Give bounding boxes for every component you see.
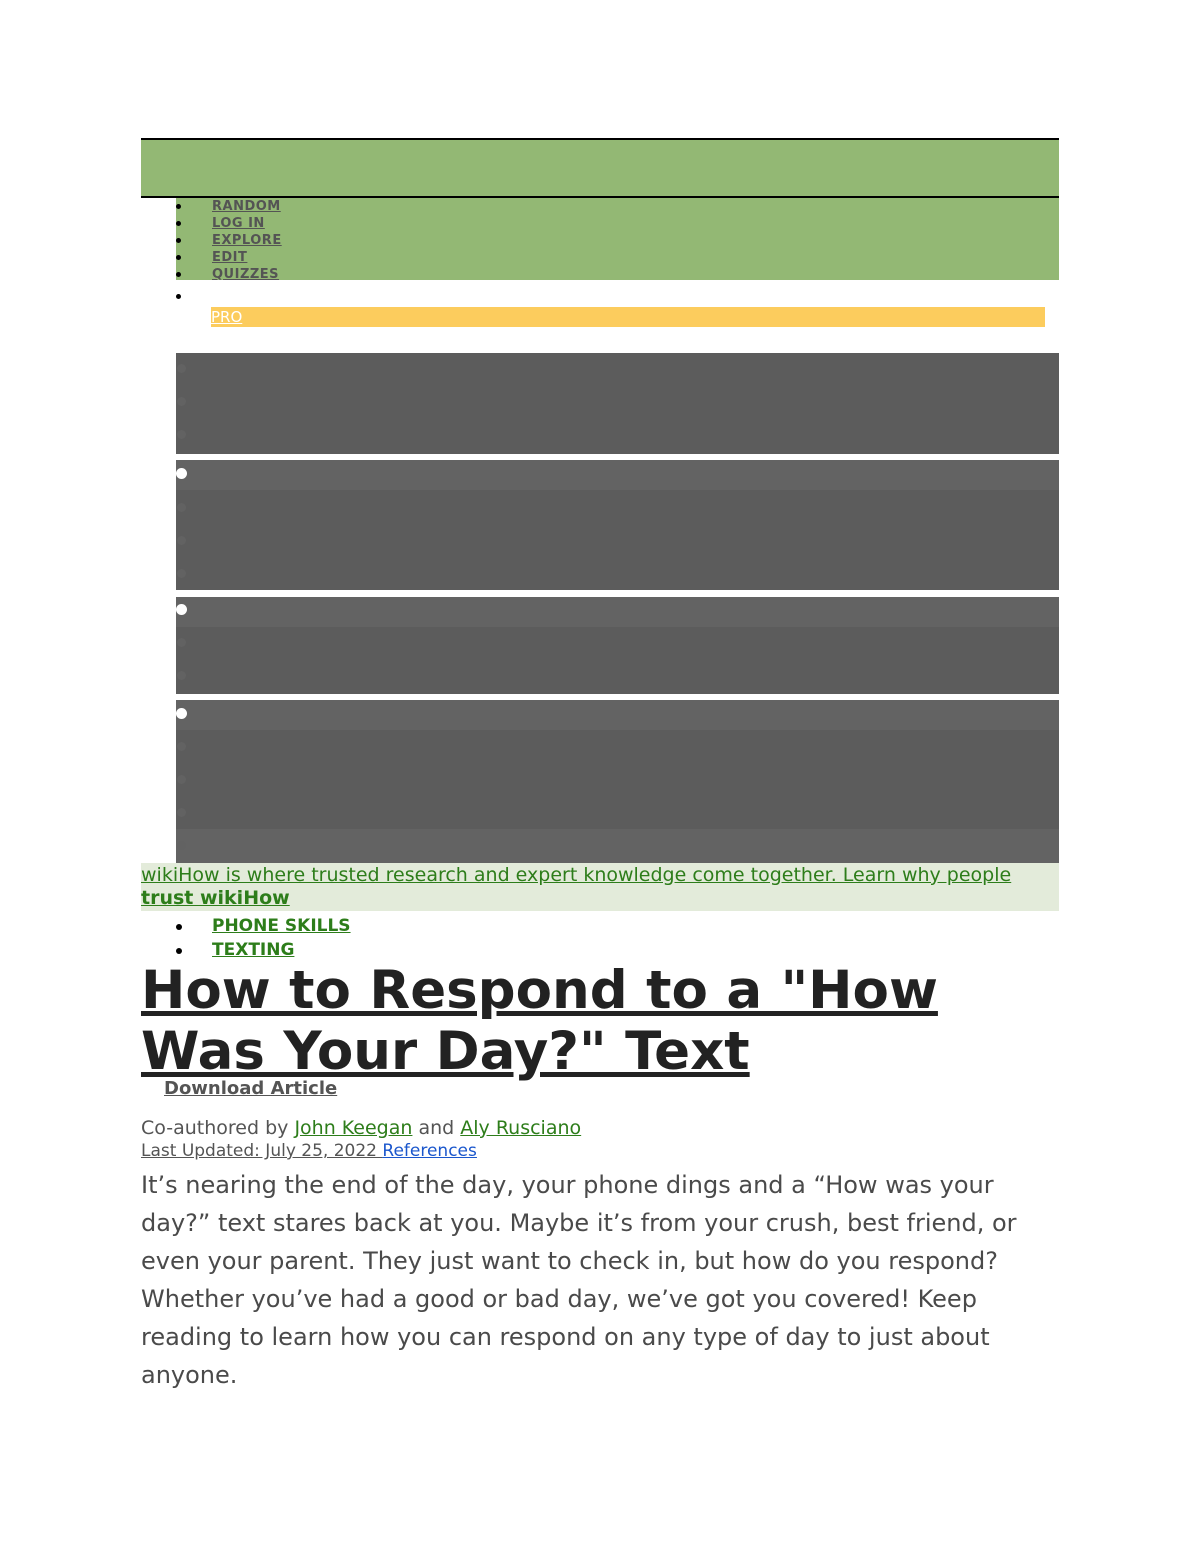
pro-link[interactable]: PRO bbox=[211, 308, 243, 326]
article-intro: It’s nearing the end of the day, your phone dings and a “How was your day?” text stares back at you. Maybe it’s from your crush, best friend, or even your parent. They just want to check in, but how do you respond? Whether you’ve had a good or bad day, we’ve got you covered! Keep reading to learn how you can respond on any type of day to just about anyone. bbox=[141, 1171, 1017, 1389]
nav-link-explore[interactable]: EXPLORE bbox=[212, 233, 282, 248]
main-nav bbox=[176, 198, 1059, 280]
bullet-icon bbox=[177, 430, 186, 439]
bullet-icon bbox=[176, 204, 181, 209]
nav-link-random[interactable]: RANDOM bbox=[212, 199, 281, 214]
breadcrumb-link-phone-skills[interactable]: PHONE SKILLS bbox=[212, 916, 351, 936]
nav-item-quizzes[interactable] bbox=[176, 266, 1059, 283]
bullet-icon bbox=[177, 742, 186, 751]
nav-item-random[interactable] bbox=[176, 198, 1059, 215]
byline-and: and bbox=[412, 1117, 461, 1139]
bullet-icon bbox=[176, 221, 181, 226]
nav-item-explore[interactable] bbox=[176, 232, 1059, 249]
last-updated-text: Last Updated: July 25, 2022 bbox=[141, 1141, 383, 1161]
bullet-icon bbox=[176, 294, 181, 299]
trust-banner[interactable] bbox=[141, 863, 1059, 911]
bullet-icon bbox=[176, 255, 181, 260]
trust-text: wikiHow is where trusted research and expert knowledge come together. Learn why people bbox=[141, 864, 1012, 886]
panel-header bbox=[176, 700, 1059, 730]
header-bar bbox=[141, 138, 1059, 198]
bullet-icon bbox=[177, 808, 186, 817]
menu-panel-3 bbox=[176, 597, 1059, 694]
bullet-icon bbox=[177, 841, 186, 850]
nav-item-login[interactable] bbox=[176, 215, 1059, 232]
panel-header bbox=[176, 597, 1059, 627]
author-link-john-keegan[interactable]: John Keegan bbox=[294, 1117, 413, 1139]
bullet-icon bbox=[177, 671, 186, 680]
bullet-icon bbox=[177, 536, 186, 545]
menu-panel-4 bbox=[176, 700, 1059, 863]
bullet-icon bbox=[176, 272, 181, 277]
byline-prefix: Co-authored by bbox=[141, 1117, 295, 1139]
byline bbox=[141, 1117, 581, 1139]
bullet-icon bbox=[176, 708, 187, 719]
nav-item-edit[interactable] bbox=[176, 249, 1059, 266]
bullet-icon bbox=[176, 948, 182, 954]
trust-link[interactable] bbox=[141, 864, 1041, 910]
last-updated bbox=[141, 1141, 477, 1161]
nav-link-login[interactable]: LOG IN bbox=[212, 216, 265, 231]
bullet-icon bbox=[177, 775, 186, 784]
menu-panel-2 bbox=[176, 460, 1059, 590]
bullet-icon bbox=[176, 924, 182, 930]
panel-header bbox=[176, 460, 1059, 490]
references-link[interactable]: References bbox=[382, 1141, 477, 1161]
menu-panel-1 bbox=[176, 353, 1059, 454]
author-link-aly-rusciano[interactable]: Aly Rusciano bbox=[460, 1117, 582, 1139]
bullet-icon bbox=[177, 397, 186, 406]
trust-strong: trust wikiHow bbox=[141, 887, 290, 909]
breadcrumb-link-texting[interactable]: TEXTING bbox=[212, 940, 295, 960]
bullet-icon bbox=[177, 364, 186, 373]
panel-footer bbox=[176, 829, 1059, 863]
pro-banner[interactable] bbox=[211, 307, 1045, 327]
bullet-icon bbox=[176, 238, 181, 243]
bullet-icon bbox=[176, 604, 187, 615]
page-title[interactable]: How to Respond to a "How Was Your Day?" Text bbox=[141, 960, 938, 1082]
nav-link-edit[interactable]: EDIT bbox=[212, 250, 248, 265]
nav-link-quizzes[interactable]: QUIZZES bbox=[212, 267, 280, 282]
download-article-button[interactable]: Download Article bbox=[164, 1078, 338, 1099]
bullet-icon bbox=[176, 468, 187, 479]
bullet-icon bbox=[177, 569, 186, 578]
bullet-icon bbox=[177, 503, 186, 512]
bullet-icon bbox=[177, 638, 186, 647]
